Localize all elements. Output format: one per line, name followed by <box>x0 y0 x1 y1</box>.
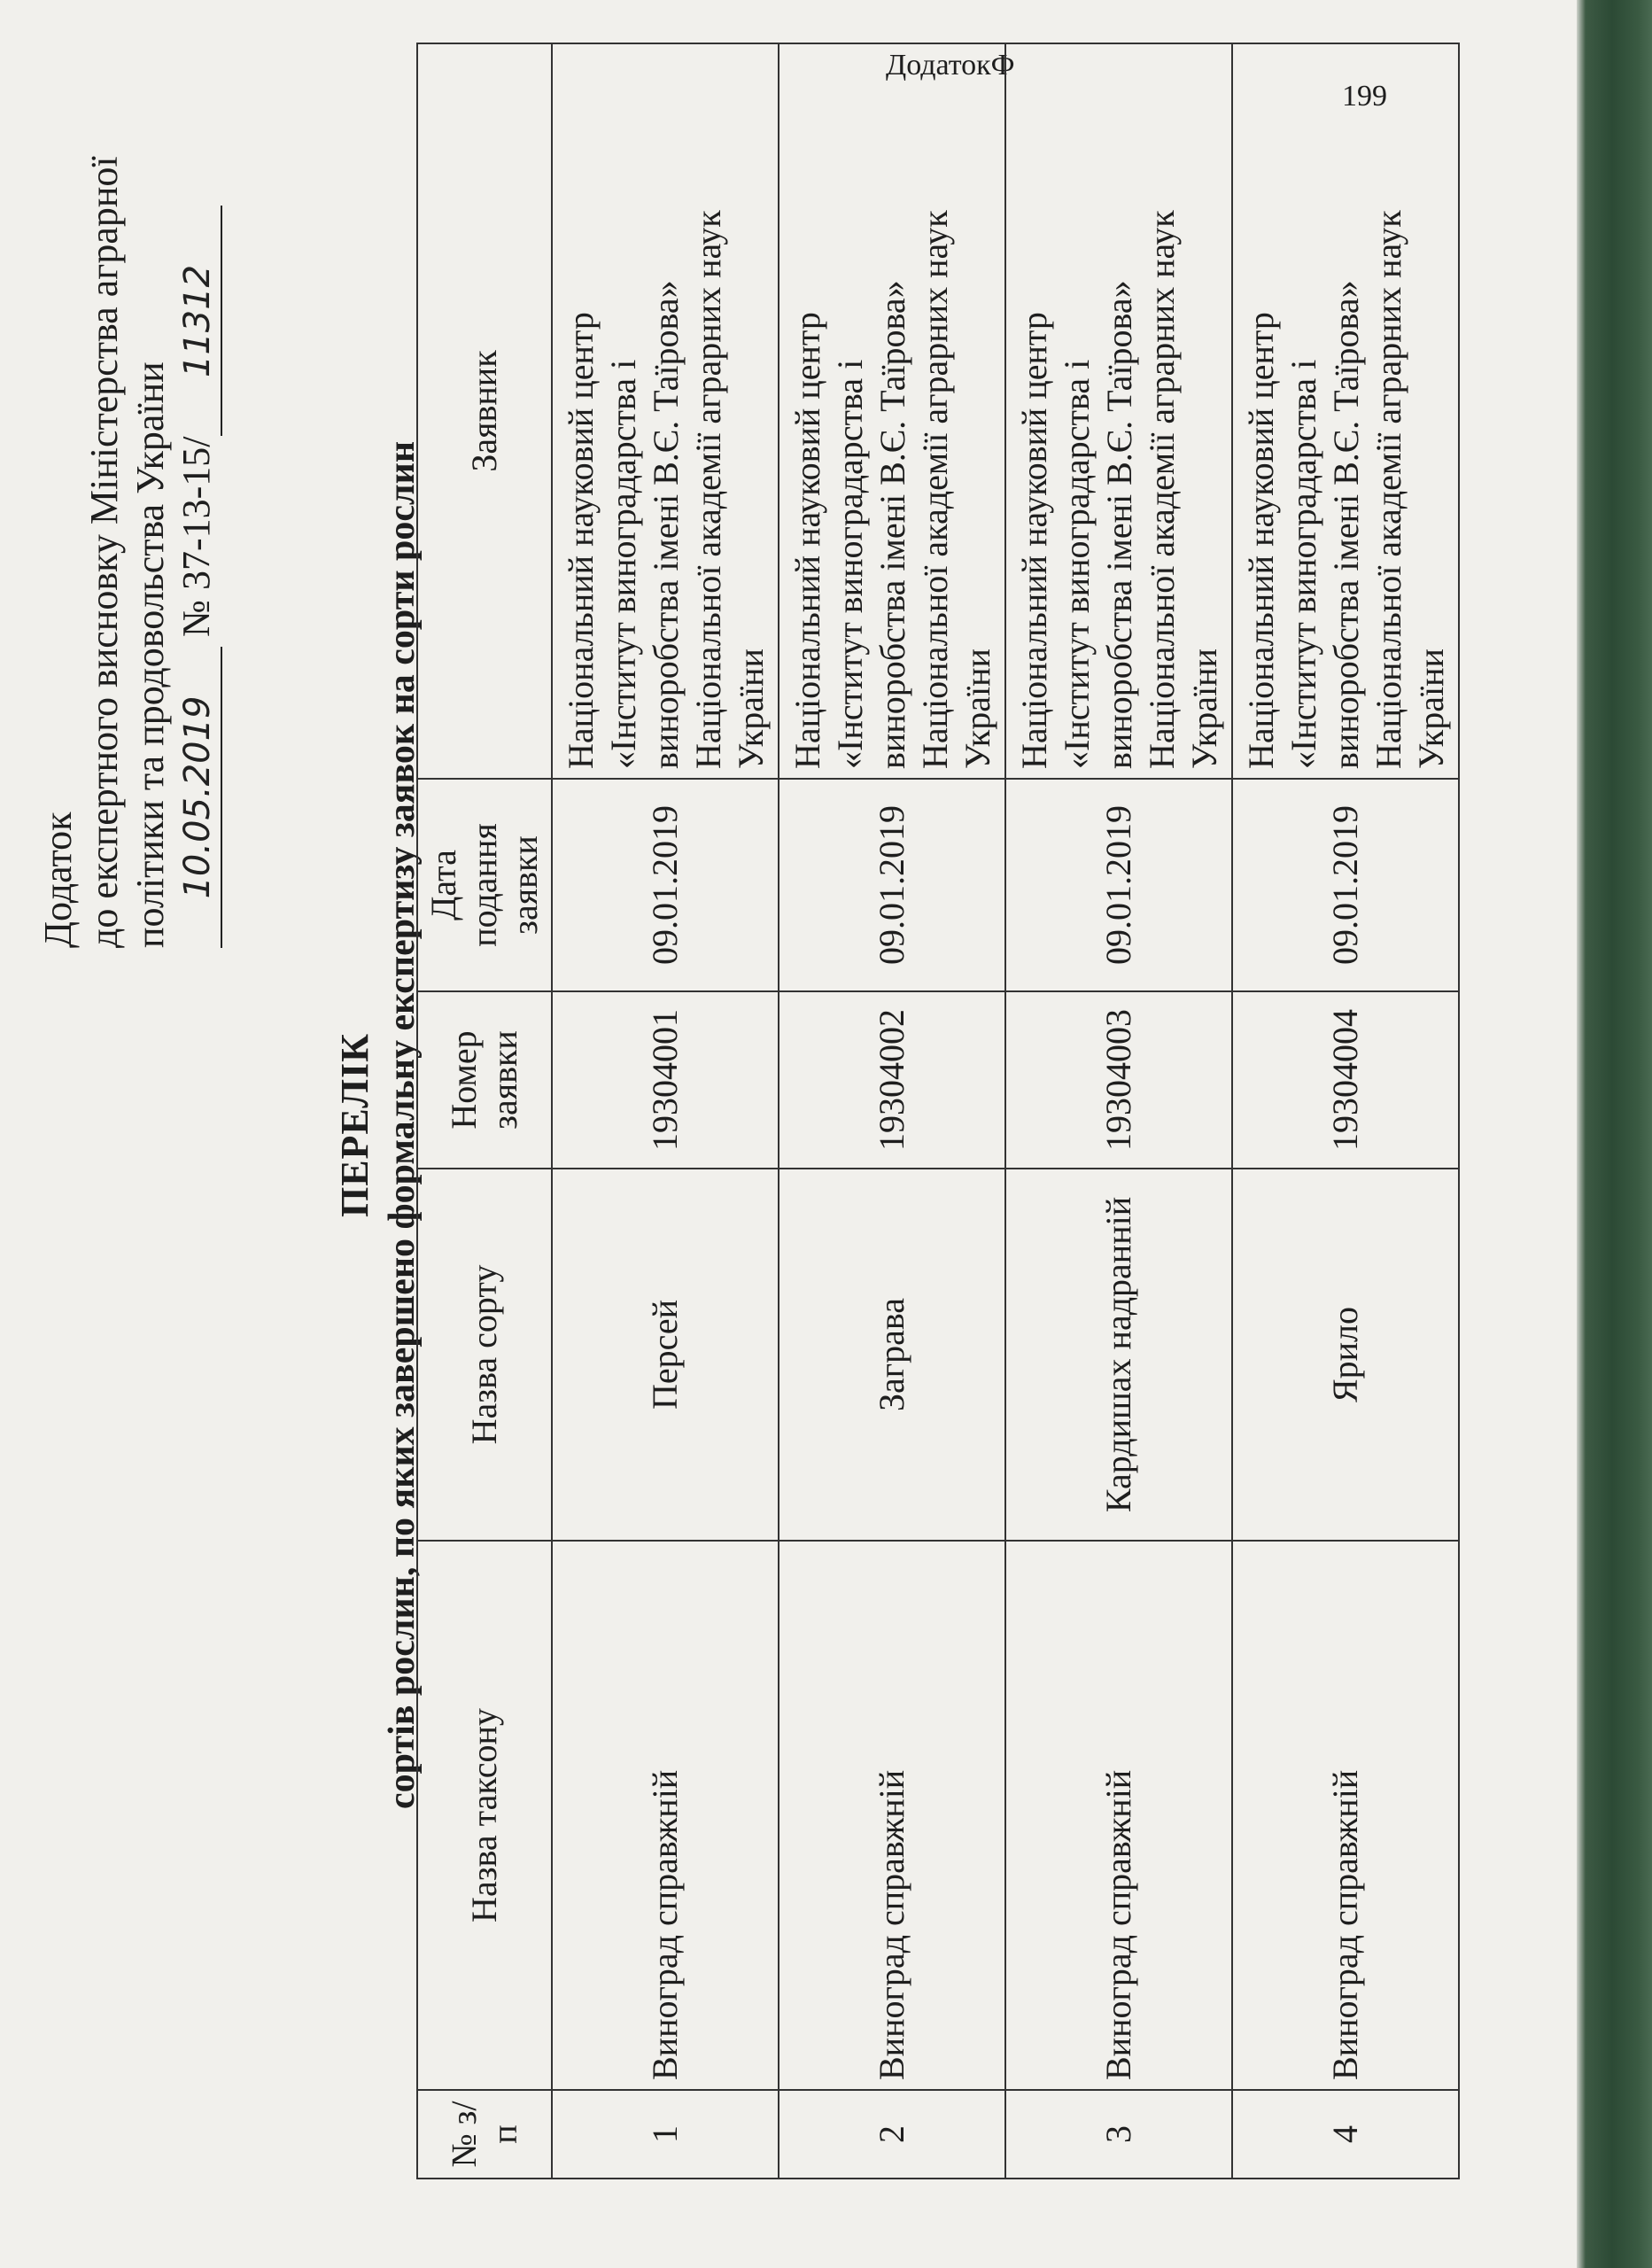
applicant-line: Національний науковий центр <box>1014 312 1054 769</box>
book-binding <box>1577 0 1652 2268</box>
header-line-1: Додаток <box>36 812 80 948</box>
row-taxon: Виноград справжній <box>1232 1541 1459 2090</box>
row-num: 4 <box>1232 2090 1459 2179</box>
row-app-no: 19304004 <box>1232 991 1459 1169</box>
handwritten-number: 11312 <box>175 206 222 436</box>
table-header-row <box>417 43 552 2179</box>
applicant-line: виноробства імені В.Є. Таїрова» <box>646 280 686 769</box>
applicant-line: України <box>1184 649 1224 769</box>
document-title: ПЕРЕЛІК <box>333 1032 376 1218</box>
row-num: 1 <box>552 2090 779 2179</box>
supplement-label: ДодатокФ <box>886 49 1015 82</box>
table-row <box>552 43 779 2179</box>
applicant-line: «Інститут виноградарства і <box>1284 359 1323 769</box>
row-date: 09.01.2019 <box>552 779 779 991</box>
row-taxon: Виноград справжній <box>552 1541 779 2090</box>
row-variety: Заграва <box>779 1169 1005 1541</box>
approval-header <box>35 151 222 948</box>
header-date-number <box>174 151 222 948</box>
applicant-line: Національний науковий центр <box>561 312 601 769</box>
applicant-line: «Інститут виноградарства і <box>830 359 870 769</box>
table-row <box>1232 43 1459 2179</box>
header-line-2: до експертного висновку Міністерства аграрної <box>82 156 126 948</box>
row-num: 2 <box>779 2090 1005 2179</box>
applicant-line: Національної академії аграрних наук <box>1369 210 1408 769</box>
row-applicant <box>1232 43 1459 779</box>
row-date: 09.01.2019 <box>779 779 1005 991</box>
applicant-line: Національний науковий центр <box>787 312 827 769</box>
applicant-line: України <box>731 649 771 769</box>
applicant-line: «Інститут виноградарства і <box>603 359 643 769</box>
applicant-line: «Інститут виноградарства і <box>1057 359 1097 769</box>
column-header-date: Дата подання заявки <box>417 779 552 991</box>
row-applicant <box>1005 43 1232 779</box>
row-app-no: 19304001 <box>552 991 779 1169</box>
varieties-table <box>416 43 1460 2179</box>
row-applicant <box>779 43 1005 779</box>
applicant-line: Національної академії аграрних наук <box>915 210 955 769</box>
row-date: 09.01.2019 <box>1005 779 1232 991</box>
row-num: 3 <box>1005 2090 1232 2179</box>
table-row <box>1005 43 1232 2179</box>
row-app-no: 19304003 <box>1005 991 1232 1169</box>
number-prefix: № 37-13-15/ <box>175 436 218 637</box>
applicant-line: виноробства імені В.Є. Таїрова» <box>873 280 912 769</box>
applicant-line: України <box>958 649 997 769</box>
table-row <box>779 43 1005 2179</box>
column-header-applicant: Заявник <box>417 43 552 779</box>
row-variety: Персей <box>552 1169 779 1541</box>
applicant-line: Національний науковий центр <box>1241 312 1281 769</box>
row-taxon: Виноград справжній <box>779 1541 1005 2090</box>
row-date: 09.01.2019 <box>1232 779 1459 991</box>
column-header-app-no: Номер заявки <box>417 991 552 1169</box>
column-header-taxon: Назва таксону <box>417 1541 552 2090</box>
row-app-no: 19304002 <box>779 991 1005 1169</box>
row-applicant <box>552 43 779 779</box>
document-subtitle: сортів рослин, по яких завершено формальну експертизу заявок на сорти рослин <box>382 440 423 1810</box>
header-line-3: політики та продовольства України <box>128 361 172 948</box>
column-header-variety: Назва сорту <box>417 1169 552 1541</box>
applicant-line: України <box>1411 649 1451 769</box>
applicant-line: Національної академії аграрних наук <box>1142 210 1182 769</box>
applicant-line: виноробства імені В.Є. Таїрова» <box>1326 280 1366 769</box>
applicant-line: виноробства імені В.Є. Таїрова» <box>1099 280 1139 769</box>
row-variety: Кардишах надранній <box>1005 1169 1232 1541</box>
handwritten-date: 10.05.2019 <box>175 647 222 948</box>
page-number: 199 <box>1342 80 1387 113</box>
applicant-line: Національної академії аграрних наук <box>688 210 728 769</box>
row-variety: Ярило <box>1232 1169 1459 1541</box>
row-taxon: Виноград справжній <box>1005 1541 1232 2090</box>
column-header-num: № з/п <box>417 2090 552 2179</box>
